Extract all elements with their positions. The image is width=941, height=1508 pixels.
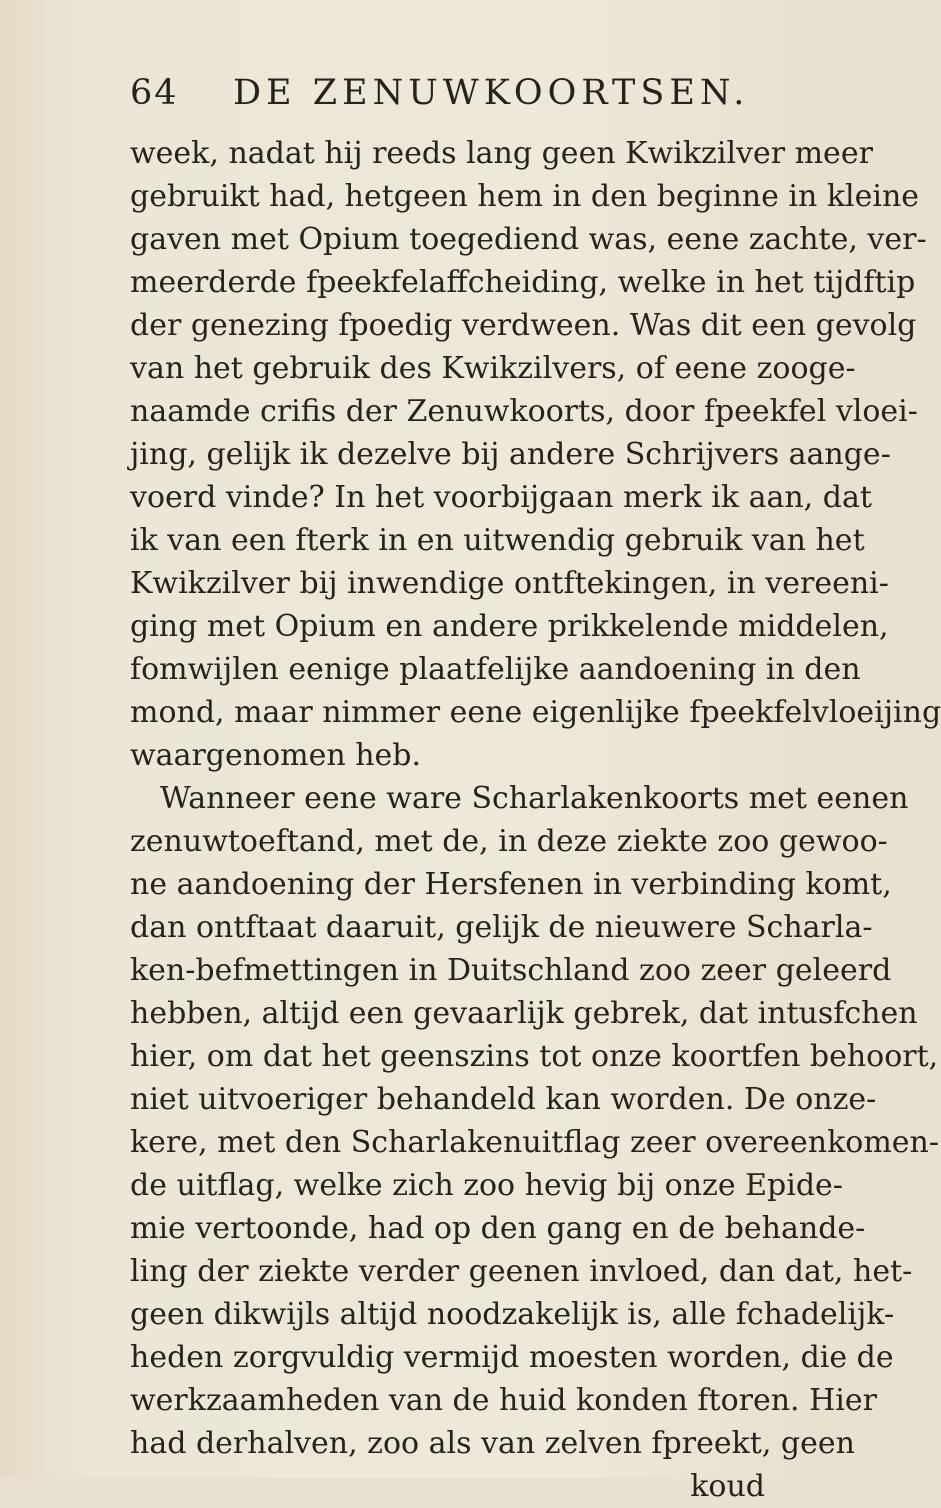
text-line: week, nadat hij reeds lang geen Kwikzilver meer: [130, 136, 873, 171]
running-title: DE ZENUWKOORTSEN.: [233, 73, 750, 113]
text-line: fomwijlen eenige plaatfelijke aandoening in den: [130, 652, 861, 687]
text-line: meerderde fpeekfelaffcheiding, welke in het tijdftip: [130, 265, 916, 300]
text-line: ik van een fterk in en uitwendig gebruik van het: [130, 523, 865, 558]
text-line: jing, gelijk ik dezelve bij andere Schrijvers aange-: [130, 437, 891, 472]
text-line: hebben, altijd een gevaarlijk gebrek, dat intusfchen: [130, 996, 918, 1031]
text-line: geen dikwijls altijd noodzakelijk is, alle fchadelijk-: [130, 1297, 895, 1332]
paragraph-start-line: Wanneer eene ware Scharlakenkoorts met eenen: [160, 781, 909, 816]
text-line: Kwikzilver bij inwendige ontftekingen, in vereeni-: [130, 566, 889, 601]
page-header: [130, 73, 750, 123]
text-line: zenuwtoeftand, met de, in deze ziekte zoo gewoo-: [130, 824, 888, 859]
text-line: voerd vinde? In het voorbijgaan merk ik aan, dat: [130, 480, 872, 515]
text-line: ken-befmettingen in Duitschland zoo zeer geleerd: [130, 953, 892, 988]
text-line: der genezing fpoedig verdween. Was dit een gevolg: [130, 308, 917, 343]
text-line: van het gebruik des Kwikzilvers, of eene zooge-: [130, 351, 856, 386]
text-line: niet uitvoeriger behandeld kan worden. De onze-: [130, 1082, 877, 1117]
text-line: had derhalven, zoo als van zelven fpreekt, geen: [130, 1426, 855, 1461]
text-line: kere, met den Scharlakenuitflag zeer overeenkomen-: [130, 1125, 939, 1160]
text-line: ling der ziekte verder geenen invloed, dan dat, het-: [130, 1254, 913, 1289]
text-line: mie vertoonde, had op den gang en de behande-: [130, 1211, 866, 1246]
text-line: hier, om dat het geenszins tot onze koortfen behoort,: [130, 1039, 939, 1074]
text-line: ging met Opium en andere prikkelende middelen,: [130, 609, 889, 644]
text-line: heden zorgvuldig vermijd moesten worden, die de: [130, 1340, 894, 1375]
text-line: naamde crifis der Zenuwkoorts, door fpeekfel vloei-: [130, 394, 918, 429]
paragraph-end-line: waargenomen heb.: [130, 738, 422, 773]
text-line: mond, maar nimmer eene eigenlijke fpeekfelvloeijing: [130, 695, 941, 730]
text-line: dan ontftaat daaruit, gelijk de nieuwere Scharla-: [130, 910, 873, 945]
catchword: koud: [690, 1469, 765, 1504]
body-text: [130, 132, 941, 1508]
text-line: werkzaamheden van de huid konden ftoren. Hier: [130, 1383, 877, 1418]
text-line: ne aandoening der Hersfenen in verbinding komt,: [130, 867, 892, 902]
text-line: de uitflag, welke zich zoo hevig bij onze Epide-: [130, 1168, 843, 1203]
page-number: 64: [130, 73, 179, 113]
text-line: gebruikt had, hetgeen hem in den beginne in kleine: [130, 179, 920, 214]
text-line: gaven met Opium toegediend was, eene zachte, ver-: [130, 222, 927, 257]
